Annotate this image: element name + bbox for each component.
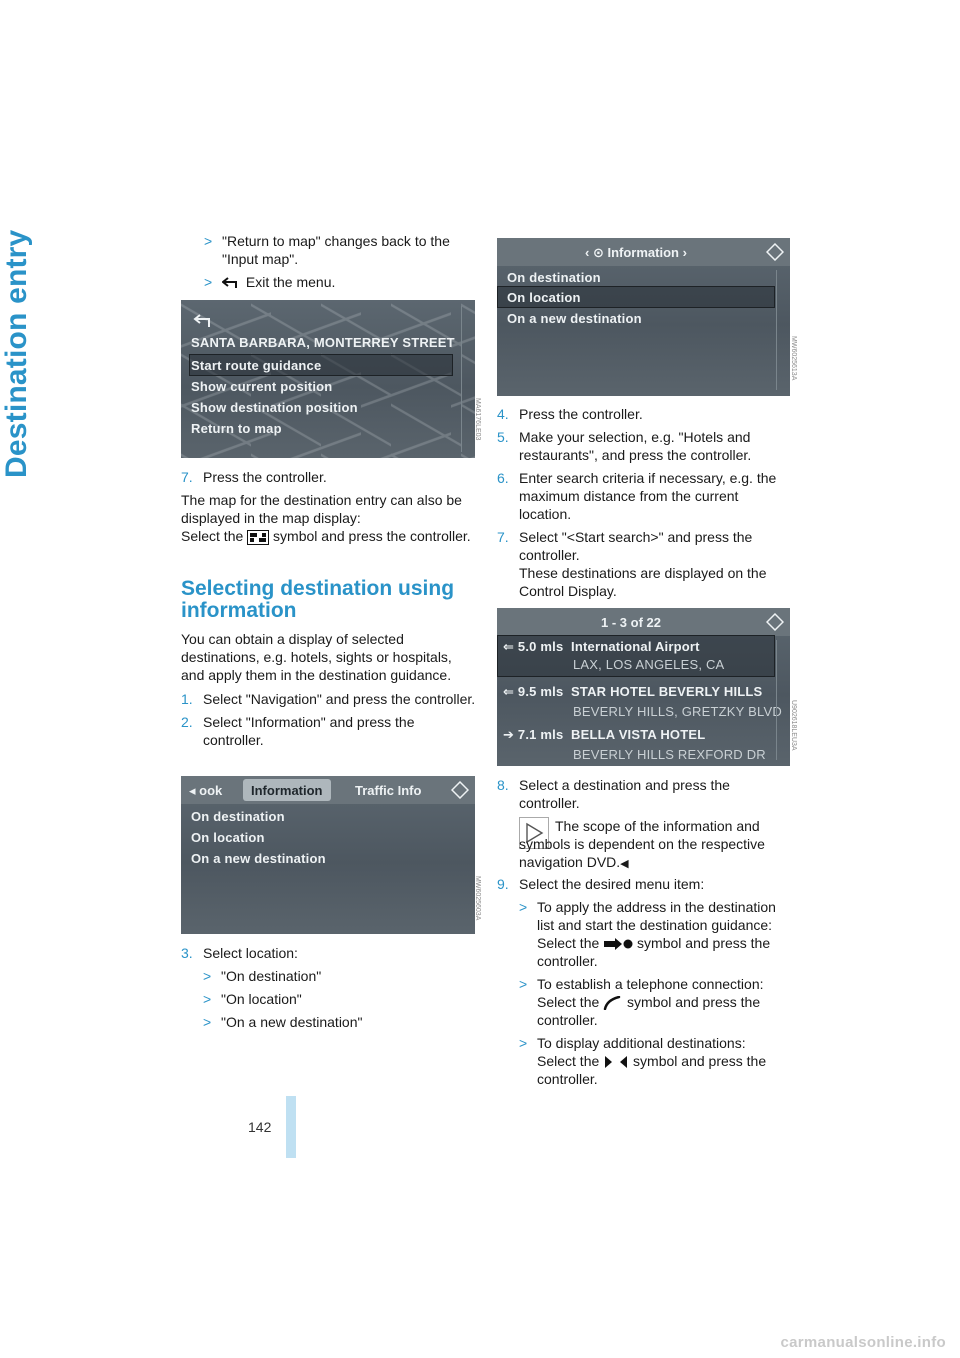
menu-item-destination: Show destination position: [191, 400, 358, 415]
tab-ook: ◂ ook: [189, 783, 223, 798]
footer-watermark: carmanualsonline.info: [780, 1334, 946, 1351]
right-body-2: [497, 776, 793, 817]
option-apply-address: > To apply the address in the destination list and start the destination guidance: Select the symbol and press the controller.: [519, 899, 776, 969]
step-2: 2. Select "Information" and press the controller.: [181, 714, 415, 748]
options-icon: [766, 613, 784, 631]
screenshot-information-menu: [497, 238, 790, 396]
back-arrow-icon: [222, 277, 242, 289]
loc-on-location: > "On location": [203, 991, 302, 1007]
page-number: 142: [248, 1119, 272, 1135]
step-1: 1. Select "Navigation" and press the controller.: [181, 691, 476, 707]
left-body-2: [181, 630, 477, 754]
telephone-icon: [603, 996, 623, 1010]
left-bullets: [204, 232, 476, 296]
options-icon: [766, 243, 784, 261]
list-row-address: BEVERLY HILLS, GRETZKY BLVD: [573, 704, 782, 719]
section-heading-block: [181, 578, 477, 622]
image-code: MW6025603A: [474, 876, 481, 921]
step-5: 5. Make your selection, e.g. "Hotels and restaurants", and press the controller.: [497, 429, 752, 463]
list-count: 1 - 3 of 22: [601, 615, 661, 630]
image-code: U902618LEU3A: [790, 700, 797, 751]
map-display-text: The map for the destination entry can also be displayed in the map display: Select the symbol and press the controller.: [181, 492, 471, 544]
list-row-address: LAX, LOS ANGELES, CA: [573, 657, 725, 672]
menu-title: SANTA BARBARA, MONTERREY STREET: [191, 335, 455, 350]
step-4: 4. Press the controller.: [497, 406, 643, 422]
intro-paragraph: You can obtain a display of selected destinations, e.g. hotels, sights or hospitals, and apply them in the destination guidance.: [181, 631, 452, 683]
menu-item-start: Start route guidance: [191, 358, 322, 373]
section-title: Destination entry: [0, 229, 33, 478]
screenshot-destination-list: [497, 608, 790, 766]
menu-item-on-destination: On destination: [507, 270, 601, 285]
bullet-return-map: > "Return to map" changes back to the "Input map".: [204, 233, 450, 267]
scroll-arrows-icon: [603, 1055, 629, 1069]
page-margin-bar: [286, 1096, 296, 1158]
title-bar: [497, 238, 790, 266]
map-display-icon: [247, 530, 269, 545]
end-mark-icon: ◀: [620, 858, 629, 870]
loc-on-destination: > "On destination": [203, 968, 322, 984]
bullet-exit-menu: > Exit the menu.: [204, 274, 336, 290]
tab-information: Information: [243, 779, 331, 801]
tab-bar: [181, 776, 475, 804]
list-row-address: BEVERLY HILLS REXFORD DR: [573, 747, 766, 762]
left-body-3: [181, 944, 477, 1036]
right-body-1: [497, 405, 793, 605]
left-body-1: [181, 468, 477, 545]
back-arrow-icon: [193, 314, 215, 328]
tab-traffic-info: Traffic Info: [355, 783, 422, 798]
title-bar: [497, 608, 790, 636]
step-8: 8. Select a destination and press the controller.: [497, 777, 730, 811]
note-text: The scope of the information and symbols is dependent on the respective navigation DVD.◀: [519, 818, 765, 870]
options-icon: [451, 781, 469, 799]
list-row: ➔ 7.1 mls BELLA VISTA HOTEL: [503, 727, 706, 742]
option-telephone: > To establish a telephone connection: Select the symbol and press the controller.: [519, 976, 764, 1028]
menu-item-new-destination: On a new destination: [191, 851, 326, 866]
image-code: MA6176LE03: [474, 398, 481, 441]
right-body-3: [497, 875, 793, 1093]
option-more-destinations: > To display additional destinations: Select the symbol and press the controller.: [519, 1035, 767, 1087]
image-code: MW6025613A: [790, 336, 797, 381]
screenshot-route-menu: [181, 300, 475, 458]
list-row: ⇐ 9.5 mls STAR HOTEL BEVERLY HILLS: [503, 684, 763, 699]
menu-item-on-location: On location: [507, 290, 581, 305]
step-7: 7. Press the controller.: [181, 469, 327, 485]
menu-item-current: Show current position: [191, 379, 333, 394]
step-9: 9. Select the desired menu item:: [497, 876, 705, 892]
section-heading: Selecting destination using information: [181, 577, 455, 622]
menu-item-return: Return to map: [191, 421, 282, 436]
menu-title: ‹ ⊙ Information ›: [585, 245, 687, 260]
loc-new-destination: > "On a new destination": [203, 1014, 363, 1030]
screenshot-information-tab: [181, 776, 475, 934]
menu-item-new-destination: On a new destination: [507, 311, 642, 326]
step-3: 3. Select location:: [181, 945, 298, 961]
step-7-right: 7. Select "<Start search>" and press the controller. These destinations are displayed on the Control Display.: [497, 529, 767, 599]
apply-destination-icon: [603, 938, 633, 950]
step-6: 6. Enter search criteria if necessary, e.g. the maximum distance from the current location.: [497, 470, 777, 522]
list-row: ⇐ 5.0 mls International Airport: [503, 639, 700, 654]
menu-item-on-location: On location: [191, 830, 265, 845]
menu-item-on-destination: On destination: [191, 809, 285, 824]
